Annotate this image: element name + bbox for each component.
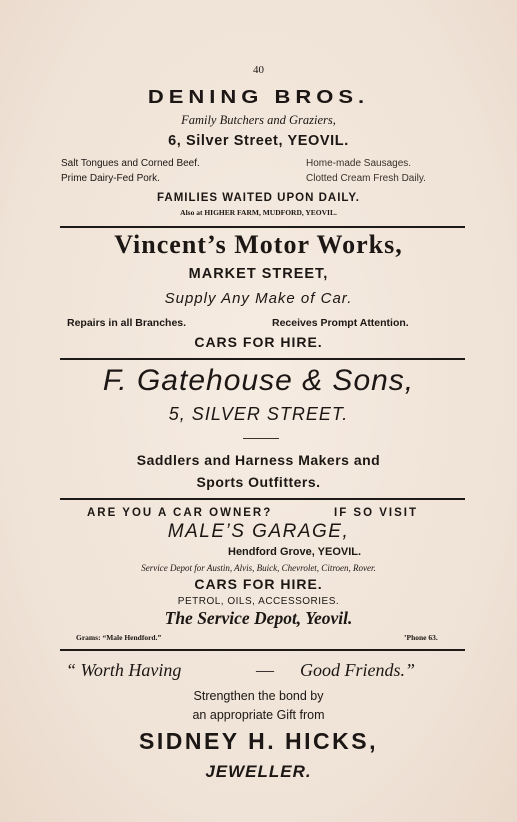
- list-item: Salt Tongues and Corned Beef.: [61, 158, 200, 169]
- divider-rule: [60, 358, 465, 360]
- advert-title: F. Gatehouse & Sons,: [102, 364, 415, 397]
- advert-title: Vincent’s Motor Works,: [114, 230, 403, 259]
- advert-description: Sports Outfitters.: [196, 474, 321, 490]
- advert-hire: CARS FOR HIRE.: [194, 576, 323, 592]
- advert-also-note: Also at HIGHER FARM, MUDFORD, YEOVIL.: [180, 208, 337, 217]
- advert-tagline: The Service Depot, Yeovil.: [164, 608, 353, 628]
- advert-address: Hendford Grove, YEOVIL.: [228, 546, 362, 558]
- advert-slogan-right: Good Friends.”: [300, 660, 416, 680]
- advert-tagline: Family Butchers and Graziers,: [181, 113, 336, 127]
- advert-phone: ’Phone 63.: [404, 633, 438, 642]
- divider-rule: [60, 226, 465, 228]
- advert-address: 6, Silver Street, YEOVIL.: [168, 133, 349, 149]
- advert-left-note: Repairs in all Branches.: [67, 317, 187, 329]
- advert-telegrams: Grams: “Male Hendford.”: [76, 633, 162, 642]
- advert-hire: CARS FOR HIRE.: [194, 334, 323, 350]
- right-item-list: [306, 156, 426, 186]
- advert-right-note: Receives Prompt Attention.: [272, 317, 409, 329]
- advert-question: ARE YOU A CAR OWNER?: [87, 507, 273, 519]
- advert-supplies: PETROL, OILS, ACCESSORIES.: [177, 596, 340, 607]
- advert-title: SIDNEY H. HICKS,: [139, 728, 378, 754]
- left-item-list: [61, 156, 200, 186]
- advert-trade: JEWELLER.: [205, 762, 312, 781]
- advert-service-line: Service Depot for Austin, Alvis, Buick, Chevrolet, Citroen, Rover.: [141, 563, 376, 573]
- list-item: Clotted Cream Fresh Daily.: [306, 173, 426, 184]
- divider-rule: [60, 498, 465, 500]
- advert-description: Saddlers and Harness Makers and: [136, 452, 381, 468]
- advert-title: DENING BROS.: [147, 85, 370, 108]
- advert-visit: IF SO VISIT: [334, 507, 418, 519]
- short-divider: [243, 438, 279, 439]
- advert-title: MALE’S GARAGE,: [167, 521, 350, 542]
- advert-street: MARKET STREET,: [188, 266, 329, 282]
- list-item: Home-made Sausages.: [306, 158, 412, 169]
- advert-address: 5, SILVER STREET.: [168, 404, 349, 424]
- advert-tagline: Supply Any Make of Car.: [164, 290, 353, 307]
- advert-line: Strengthen the bond by: [193, 689, 324, 703]
- advert-slogan-dash: —: [256, 660, 274, 680]
- advert-slogan: FAMILIES WAITED UPON DAILY.: [157, 192, 360, 204]
- advert-line: an appropriate Gift from: [192, 708, 325, 722]
- page-number: 40: [253, 64, 264, 76]
- list-item: Prime Dairy-Fed Pork.: [61, 173, 160, 184]
- advert-slogan-left: “ Worth Having: [66, 660, 182, 680]
- divider-rule: [60, 649, 465, 651]
